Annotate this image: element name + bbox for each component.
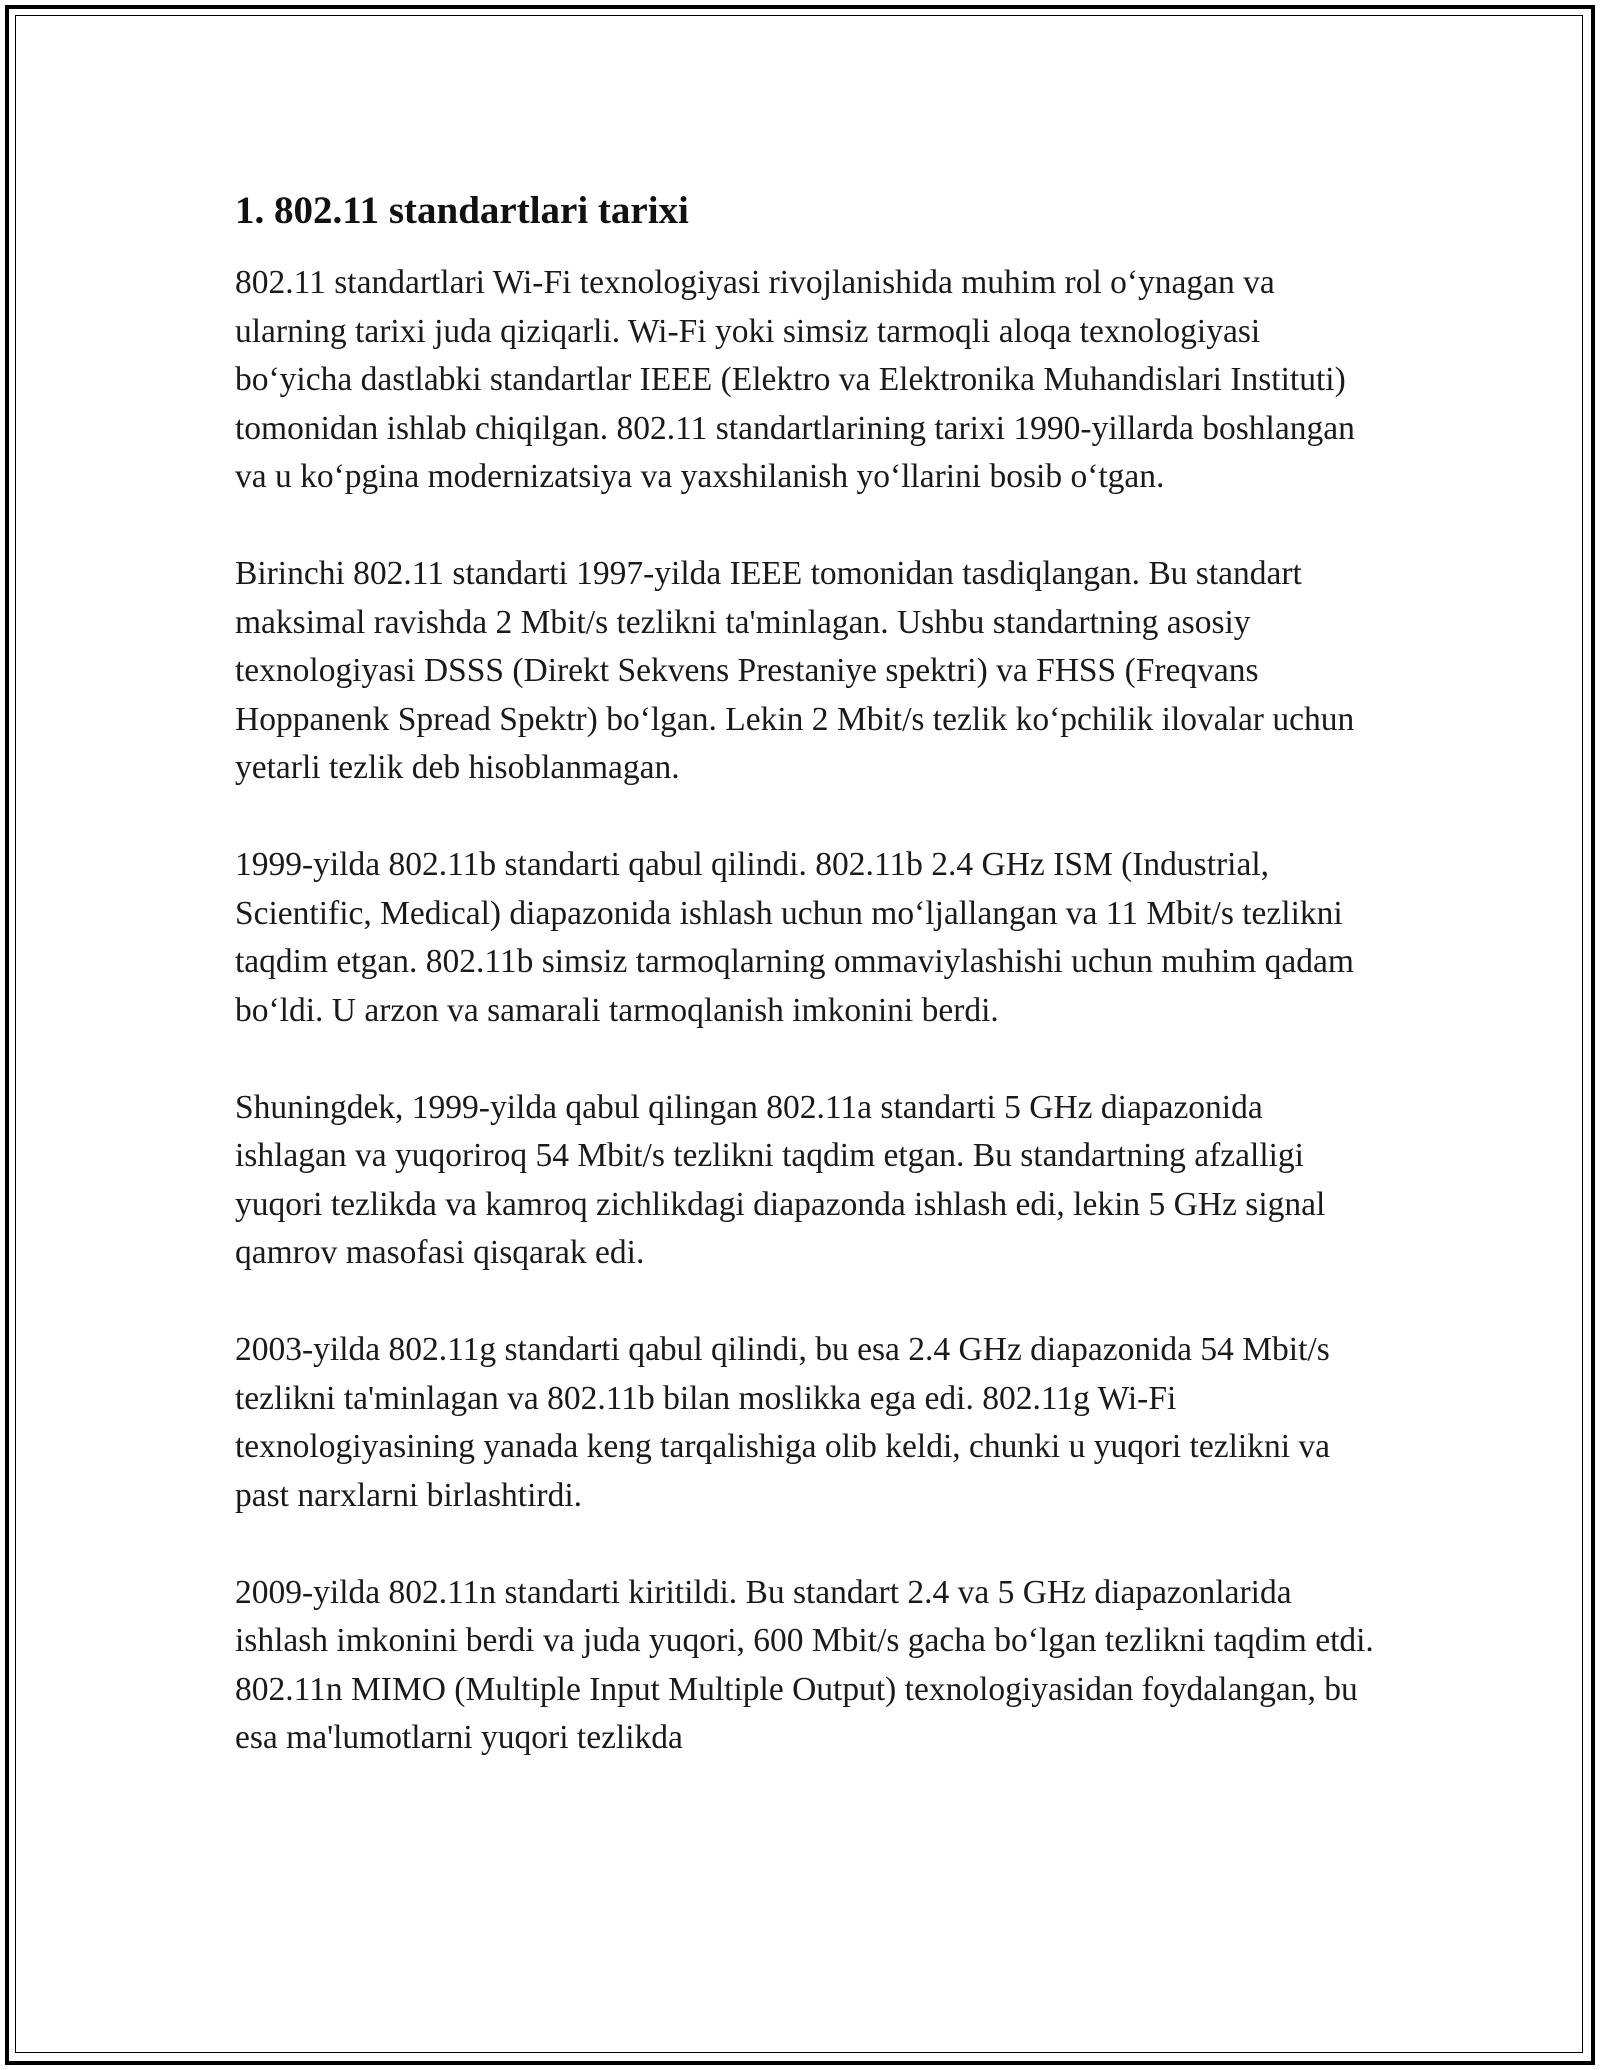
section-heading: 1. 802.11 standartlari tarixi [235, 189, 689, 232]
paragraph-history-intro: 802.11 standartlari Wi-Fi texnologiyasi rivojlanishida muhim rol oʻynagan va ularning tarixi juda qiziqarli. Wi-Fi yoki simsiz tarmoqli aloqa texnologiyasi boʻyicha dastlabki standartlar IEEE (Elektro va Elektronika Muhandislari Instituti) tomonidan ishlab chiqilgan. 802.11 standartlarining tarixi 1990-yillarda boshlangan va u koʻpgina modernizatsiya va yaxshilanish yoʻllarini bosib oʻtgan. [235, 264, 1355, 495]
document-content [235, 187, 1375, 1811]
paragraph-802-11a: Shuningdek, 1999-yilda qabul qilingan 802.11a standarti 5 GHz diapazonida ishlagan va yuqoriroq 54 Mbit/s tezlikni taqdim etgan. Bu standartning afzalligi yuqori tezlikda va kamroq zichlikdagi diapazonda ishlash edi, lekin 5 GHz signal qamrov masofasi qisqarak edi. [235, 1088, 1326, 1271]
paragraph-802-11g: 2003-yilda 802.11g standarti qabul qilindi, bu esa 2.4 GHz diapazonida 54 Mbit/s tezlikni ta'minlagan va 802.11b bilan moslikka ega edi. 802.11g Wi-Fi texnologiyasining yanada keng tarqalishiga olib keldi, chunki u yuqori tezlikni va past narxlarni birlashtirdi. [235, 1331, 1331, 1514]
paragraph-802-11n: 2009-yilda 802.11n standarti kiritildi. Bu standart 2.4 va 5 GHz diapazonlarida ishlash imkonini berdi va juda yuqori, 600 Mbit/s gacha boʻlgan tezlikni taqdim etdi. 802.11n MIMO (Multiple Input Multiple Output) texnologiyasidan foydalangan, bu esa ma'lumotlarni yuqori tezlikda [235, 1573, 1374, 1756]
paragraph-first-standard: Birinchi 802.11 standarti 1997-yilda IEEE tomonidan tasdiqlangan. Bu standart maksimal ravishda 2 Mbit/s tezlikni ta'minlagan. Ushbu standartning asosiy texnologiyasi DSSS (Direkt Sekvens Prestaniye spektri) va FHSS (Freqvans Hoppanenk Spread Spektr) boʻlgan. Lekin 2 Mbit/s tezlik koʻpchilik ilovalar uchun yetarli tezlik deb hisoblanmagan. [235, 555, 1355, 786]
paragraph-802-11b: 1999-yilda 802.11b standarti qabul qilindi. 802.11b 2.4 GHz ISM (Industrial, Scientific, Medical) diapazonida ishlash uchun moʻljallangan va 11 Mbit/s tezlikni taqdim etgan. 802.11b simsiz tarmoqlarning ommaviylashishi uchun muhim qadam boʻldi. U arzon va samarali tarmoqlanish imkonini berdi. [235, 846, 1354, 1029]
